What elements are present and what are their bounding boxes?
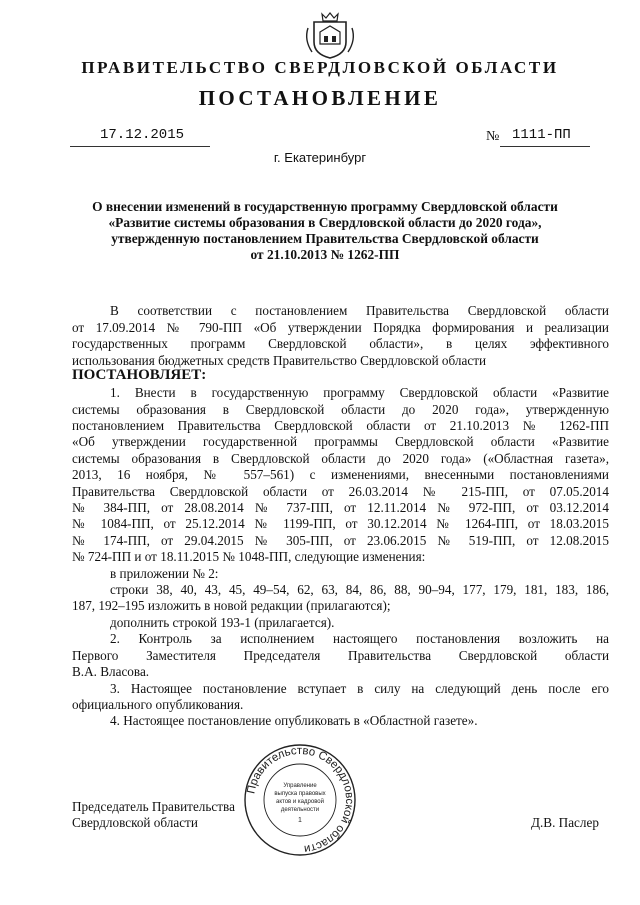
signer-name: Д.В. Паслер bbox=[531, 815, 599, 830]
rows-line: строки 38, 40, 43, 45, 49–54, 62, 63, 84, 86, 88, 90–94, 177, 179, 181, 183, 186, bbox=[110, 582, 609, 597]
item1-line: № 1084-ПП, от 25.12.2014 № 1199-ПП, от 30.12.2014 № 1264-ПП, от 18.03.2015 bbox=[72, 516, 609, 531]
rows-line: 187, 192–195 изложить в новой редакции (прилагаются); bbox=[72, 598, 391, 613]
document-date: 17.12.2015 bbox=[100, 127, 185, 143]
item3-line: официального опубликования. bbox=[72, 697, 244, 712]
heading-line: «Развитие системы образования в Свердловской области до 2020 года», bbox=[108, 215, 542, 230]
preamble-line: государственных программ Свердловской области», в целях эффективного bbox=[72, 336, 609, 351]
stamp-number: 1 bbox=[298, 817, 302, 824]
item1-line: Правительства Свердловской области от 26.03.2014 № 215-ПП, от 07.05.2014 bbox=[72, 484, 609, 499]
preamble-line: использования бюджетных средств Правительство Свердловской области bbox=[72, 353, 487, 368]
preamble-line: от 17.09.2014 № 790-ПП «Об утверждении Порядка формирования и реализации bbox=[72, 320, 609, 335]
document-heading bbox=[60, 199, 590, 263]
item1-line: № 174-ПП, от 29.04.2015 № 305-ПП, от 23.06.2015 № 519-ПП, от 12.08.2015 bbox=[72, 533, 609, 548]
item2-line: В.А. Власова. bbox=[72, 664, 150, 679]
document-number: 1111-ПП bbox=[512, 127, 571, 143]
supplement-line: дополнить строкой 193-1 (прилагается). bbox=[110, 615, 335, 630]
stamp-center-line: деятельности bbox=[280, 807, 320, 813]
organization-title: ПРАВИТЕЛЬСТВО СВЕРДЛОВСКОЙ ОБЛАСТИ bbox=[81, 58, 559, 77]
stamp-center-line: актов и кадровой bbox=[276, 799, 324, 805]
heading-line: утвержденную постановлением Правительства Свердловской области bbox=[111, 231, 539, 246]
heading-line: О внесении изменений в государственную программу Свердловской области bbox=[92, 199, 558, 214]
coat-of-arms-emblem bbox=[300, 8, 360, 60]
signer-position-line2: Свердловской области bbox=[72, 815, 198, 830]
document-type: ПОСТАНОВЛЕНИЕ bbox=[198, 86, 442, 110]
item3-line: 3. Настоящее постановление вступает в силу на следующий день после его bbox=[110, 681, 609, 696]
stamp-ring-text: Правительство Свердловской области bbox=[245, 744, 356, 855]
item1-line: «Об утверждении государственной программы Свердловской области «Развитие bbox=[72, 434, 609, 449]
appendix-intro: в приложении № 2: bbox=[110, 566, 219, 581]
resolves-keyword: ПОСТАНОВЛЯЕТ: bbox=[72, 367, 207, 383]
preamble-line: В соответствии с постановлением Правительства Свердловской области bbox=[110, 303, 609, 318]
item2-line: Первого Заместителя Председателя Правительства Свердловской области bbox=[72, 648, 609, 663]
heading-line: от 21.10.2013 № 1262-ПП bbox=[250, 247, 400, 262]
item1-line: № 724-ПП и от 18.11.2015 № 1048-ПП, следующие изменения: bbox=[72, 549, 426, 564]
item2-line: 2. Контроль за исполнением настоящего постановления возложить на bbox=[110, 631, 609, 646]
official-stamp bbox=[242, 742, 358, 858]
stamp-center-line: Управление bbox=[283, 783, 317, 789]
item1-line: системы образования в Свердловской области до 2020 года» («Областная газета», bbox=[72, 451, 609, 466]
stamp-center-line: выпуска правовых bbox=[274, 791, 326, 797]
item1-line: постановлением Правительства Свердловской области от 21.10.2013 № 1262-ПП bbox=[72, 418, 609, 433]
item1-line: № 384-ПП, от 28.08.2014 № 737-ПП, от 12.11.2014 № 972-ПП, от 03.12.2014 bbox=[72, 500, 609, 515]
item1-line: системы образования в Свердловской области до 2020 года», утвержденную bbox=[72, 402, 609, 417]
item1-line: 2013, 16 ноября, № 557–561) с изменениями, внесенными постановлениями bbox=[72, 467, 609, 482]
city: г. Екатеринбург bbox=[273, 150, 367, 165]
item4-line: 4. Настоящее постановление опубликовать в «Областной газете». bbox=[110, 713, 478, 728]
signer-position-line1: Председатель Правительства bbox=[72, 799, 235, 814]
number-sign: № bbox=[486, 129, 500, 144]
item1-line: 1. Внести в государственную программу Свердловской области «Развитие bbox=[110, 385, 609, 400]
